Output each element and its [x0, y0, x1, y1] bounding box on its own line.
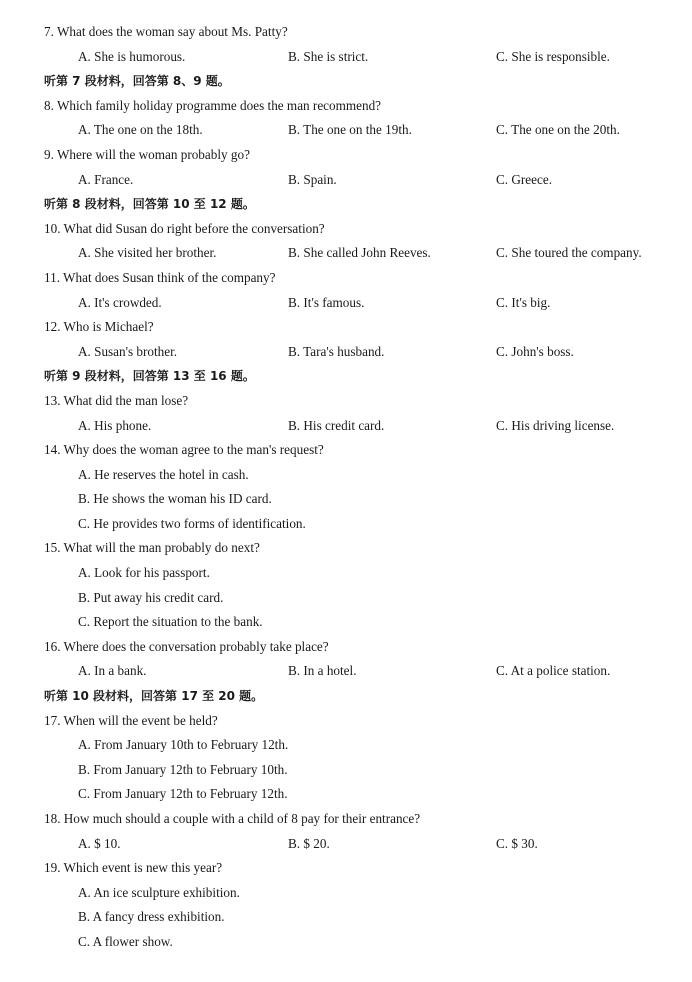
answer-option: B. He shows the woman his ID card.: [78, 491, 272, 507]
answer-option-c: C. $ 30.: [496, 835, 538, 851]
answer-option: B. A fancy dress exhibition.: [78, 909, 225, 925]
answer-option-a: A. She is humorous.: [78, 48, 186, 64]
question-text: 12. Who is Michael?: [44, 319, 154, 335]
answer-option-c: C. At a police station.: [496, 663, 611, 679]
answer-option-c: C. She toured the company.: [496, 245, 642, 261]
answer-option-b: B. Tara's husband.: [288, 343, 385, 359]
answer-option: C. Report the situation to the bank.: [78, 614, 263, 630]
answer-option-a: A. She visited her brother.: [78, 245, 217, 261]
section-instruction: 听第 8 段材料，回答第 10 至 12 题。: [44, 197, 255, 212]
answer-option-b: B. It's famous.: [288, 294, 365, 310]
question-text: 19. Which event is new this year?: [44, 860, 223, 876]
answer-option-c: C. The one on the 20th.: [496, 122, 620, 138]
answer-options-row: [0, 168, 692, 193]
answer-option-c: C. Greece.: [496, 171, 553, 187]
question-text: 18. How much should a couple with a child of 8 pay for their entrance?: [44, 811, 421, 826]
answer-option-b: B. In a hotel.: [288, 663, 357, 679]
question-text: 15. What will the man probably do next?: [44, 540, 260, 556]
question-text: 8. Which family holiday programme does the man recommend?: [44, 97, 382, 113]
answer-option-c: C. His driving license.: [496, 417, 615, 433]
answer-option-a: A. It's crowded.: [78, 294, 162, 310]
answer-option-a: A. $ 10.: [78, 835, 121, 851]
answer-option-b: B. $ 20.: [288, 835, 330, 851]
answer-option: A. From January 10th to February 12th.: [78, 737, 289, 753]
answer-options-row: [0, 414, 692, 439]
answer-option: C. A flower show.: [78, 933, 173, 949]
answer-option: A. An ice sculpture exhibition.: [78, 884, 240, 900]
answer-option-a: A. His phone.: [78, 417, 152, 433]
answer-option: C. From January 12th to February 12th.: [78, 786, 288, 802]
answer-options-row: [0, 291, 692, 316]
answer-options-row: [0, 241, 692, 266]
answer-options-row: [0, 832, 692, 857]
answer-option-b: B. She called John Reeves.: [288, 245, 431, 261]
answer-option: A. Look for his passport.: [78, 565, 210, 581]
answer-option: B. Put away his credit card.: [78, 589, 224, 605]
answer-option-a: A. The one on the 18th.: [78, 122, 203, 138]
answer-option: B. From January 12th to February 10th.: [78, 761, 288, 777]
section-instruction: 听第 10 段材料，回答第 17 至 20 题。: [44, 689, 264, 704]
answer-option-b: B. She is strict.: [288, 48, 369, 64]
question-text: 11. What does Susan think of the company?: [44, 269, 276, 285]
answer-options-row: [0, 659, 692, 684]
answer-option-a: A. France.: [78, 171, 134, 187]
answer-option-c: C. John's boss.: [496, 343, 574, 359]
answer-option-b: B. The one on the 19th.: [288, 122, 412, 138]
section-instruction: 听第 7 段材料，回答第 8、9 题。: [44, 74, 230, 89]
question-text: 9. Where will the woman probably go?: [44, 146, 250, 162]
answer-option-c: C. It's big.: [496, 294, 551, 310]
answer-option-a: A. Susan's brother.: [78, 343, 178, 359]
answer-option: A. He reserves the hotel in cash.: [78, 466, 249, 482]
answer-option-b: B. His credit card.: [288, 417, 385, 433]
answer-option-b: B. Spain.: [288, 171, 337, 187]
question-text: 13. What did the man lose?: [44, 392, 189, 408]
question-text: 17. When will the event be held?: [44, 712, 218, 728]
question-text: 10. What did Susan do right before the conversation?: [44, 220, 325, 236]
section-instruction: 听第 9 段材料，回答第 13 至 16 题。: [44, 369, 255, 384]
answer-options-row: [0, 340, 692, 365]
answer-option: C. He provides two forms of identification.: [78, 515, 306, 531]
question-text: 16. Where does the conversation probably take place?: [44, 638, 329, 654]
answer-option-a: A. In a bank.: [78, 663, 147, 679]
answer-option-c: C. She is responsible.: [496, 48, 610, 64]
answer-options-row: [0, 118, 692, 143]
question-text: 7. What does the woman say about Ms. Patty?: [44, 24, 288, 39]
question-text: 14. Why does the woman agree to the man's request?: [44, 442, 324, 458]
answer-options-row: [0, 45, 692, 70]
